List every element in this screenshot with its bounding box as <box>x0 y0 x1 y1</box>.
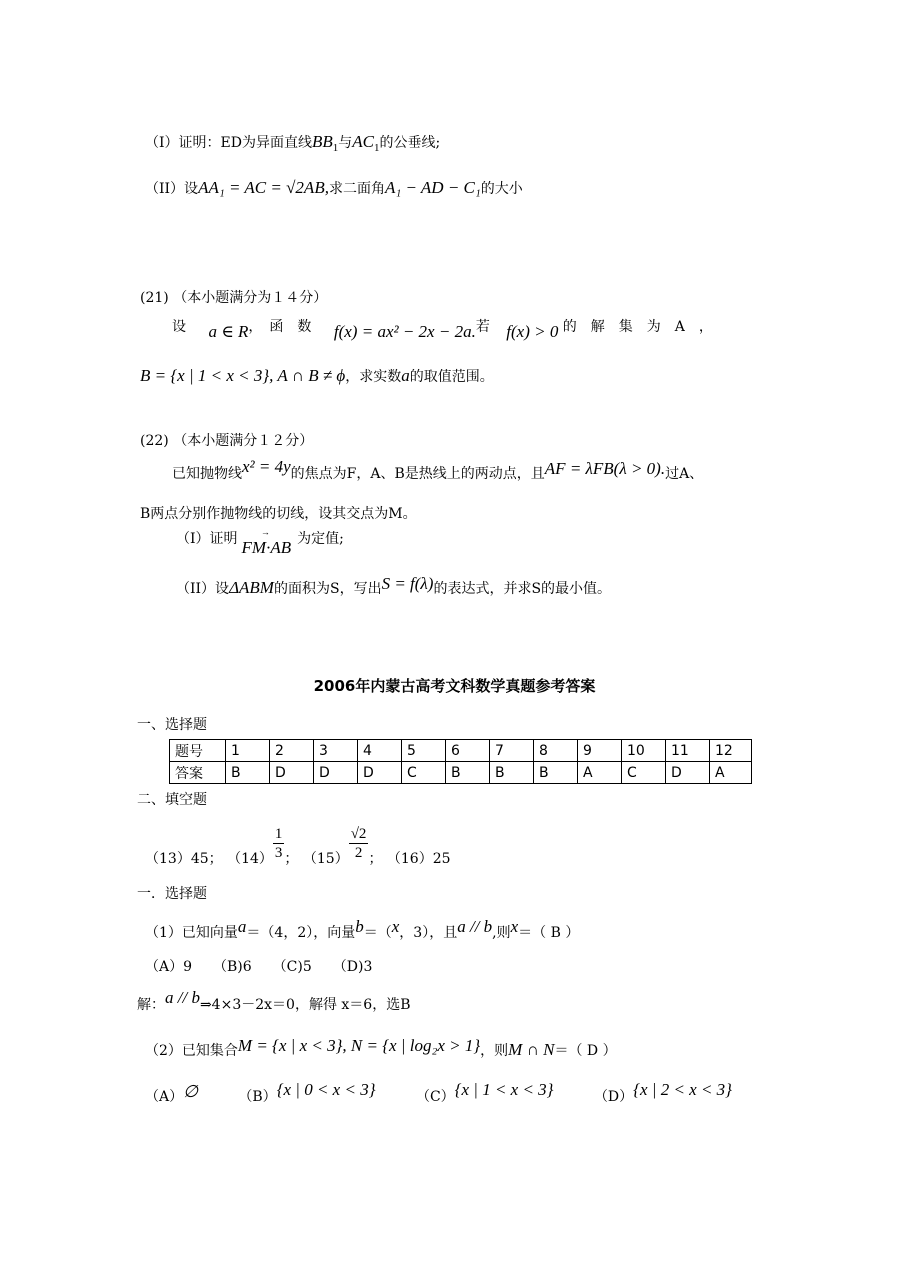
p2-opt-a-math: ∅ <box>183 1082 198 1101</box>
q21-math-a: a <box>401 366 410 385</box>
fill-15-sep: ； <box>368 850 383 867</box>
q22-math-parabola: x² = 4y <box>242 457 291 476</box>
p1-solution <box>137 988 411 1014</box>
q22-part1-math: → FM·AB <box>242 538 292 557</box>
p1-text-f: ＝（ B ） <box>518 925 580 941</box>
q20-part2-mid: 求二面角 <box>328 181 385 197</box>
table-cell: 11 <box>666 740 710 762</box>
p2-options <box>145 1080 732 1106</box>
table-cell: 6 <box>446 740 490 762</box>
table-cell: 12 <box>710 740 752 762</box>
q22-part1-label: （I）证明 <box>176 531 238 547</box>
table-head-number: 题号 <box>170 740 226 762</box>
q20-part1-mid: 与 <box>338 135 353 151</box>
answer-table <box>169 739 752 784</box>
q22-text-c: 过A、 <box>665 466 704 482</box>
table-cell: B <box>446 762 490 784</box>
p2-text-a: （2）已知集合 <box>145 1043 238 1059</box>
p1-question <box>145 917 580 942</box>
table-head-answer: 答案 <box>170 762 226 784</box>
table-cell: D <box>314 762 358 784</box>
table-cell: B <box>490 762 534 784</box>
table-cell: A <box>710 762 752 784</box>
q22-part2-math-triangle: ΔABM <box>229 578 274 597</box>
q21-text-d: 的 解 集 为 A ， <box>562 319 713 335</box>
answer-title: 2006年内蒙古高考文科数学真题参考答案 <box>313 677 596 695</box>
q21-math-ineq: f(x) > 0 <box>506 322 559 341</box>
q22-part2 <box>176 574 612 598</box>
q20-part2-label: （II）设 <box>145 181 199 197</box>
q21-text-a: 设 <box>172 319 186 335</box>
q22-line1 <box>172 457 704 483</box>
table-cell: 8 <box>534 740 578 762</box>
p2-math-intersection: M ∩ N <box>508 1040 555 1059</box>
table-cell: D <box>358 762 402 784</box>
q22-part2-text-b: 的面积为S，写出 <box>273 581 382 597</box>
p1-math-a: a <box>237 917 247 936</box>
p2-text-b: ，则 <box>480 1043 509 1059</box>
table-row-numbers <box>170 740 752 762</box>
table-cell: C <box>402 762 446 784</box>
section-fill: 二、填空题 <box>137 792 207 808</box>
q22-part2-label: （II）设 <box>176 581 230 597</box>
table-cell: 10 <box>622 740 666 762</box>
p1-math-parallel: a // b <box>457 917 493 936</box>
p2-question <box>145 1036 617 1060</box>
table-cell: D <box>666 762 710 784</box>
p2-math-sets: M = {x | x < 3}, N = {x | log₂x > 1} <box>237 1036 481 1055</box>
q21-text-c: 若 <box>475 319 490 335</box>
table-cell: B <box>534 762 578 784</box>
p1-text-c: ＝（ <box>363 925 392 941</box>
fill-13: （13）45； <box>145 850 223 867</box>
table-row-answers <box>170 762 752 784</box>
p2-opt-b: （B） <box>238 1089 277 1105</box>
fill-14-sep: ； <box>284 850 299 867</box>
q22-part2-math-s: S = f(λ) <box>381 574 434 593</box>
q20-part2-math2: A₁ − AD − C₁ <box>384 178 481 197</box>
table-cell: 2 <box>270 740 314 762</box>
p1-text-a: （1）已知向量 <box>145 925 238 941</box>
p2-opt-d: （D） <box>593 1089 634 1105</box>
table-cell: D <box>270 762 314 784</box>
p1-text-e: ,则 <box>492 925 511 941</box>
p1-options: （A）9 （B)6 （C)5 （D)3 <box>145 959 373 975</box>
q22-line2: B两点分别作抛物线的切线，设其交点为M。 <box>140 506 417 522</box>
p1-math-b: b <box>355 917 364 936</box>
p1-sol-label: 解： <box>137 997 165 1013</box>
fill-16: （16）25 <box>386 850 451 867</box>
q20-math-ac1: $AC_1$ <box>352 132 380 154</box>
q20-part2 <box>145 178 523 198</box>
q20-part1-label: （I）证明：ED为异面直线 <box>145 135 312 151</box>
q20-part1-end: 的公垂线; <box>379 135 441 151</box>
table-cell: 4 <box>358 740 402 762</box>
fill-14-fraction: $\frac{1}{3}$ <box>274 826 283 861</box>
q22-math-vector: AF = λFB(λ > 0). <box>544 459 666 478</box>
p2-opt-c-math: {x | 1 < x < 3} <box>454 1080 554 1099</box>
q21-math-fx: f(x) = ax² − 2x − 2a. <box>333 322 476 341</box>
q21-text-e: ，求实数 <box>345 369 402 385</box>
p1-math-x2: x <box>510 917 519 936</box>
section-choice-detail: 一．选择题 <box>137 886 207 902</box>
fill-answers <box>145 817 451 867</box>
p1-text-b: ＝（4，2），向量 <box>246 925 356 941</box>
q21-math-set-b: B = {x | 1 < x < 3}, A ∩ B ≠ ϕ <box>140 366 346 385</box>
table-cell: A <box>578 762 622 784</box>
p2-opt-b-math: {x | 0 < x < 3} <box>276 1080 376 1099</box>
p1-math-x: x <box>391 917 400 936</box>
q21-math-a-in-r: a ∈ R <box>208 322 249 341</box>
table-cell: 5 <box>402 740 446 762</box>
p2-opt-c: （C） <box>415 1089 455 1105</box>
p2-text-c: ＝（ D ） <box>554 1043 617 1059</box>
q20-math-bb1: $BB_1$ <box>311 132 339 154</box>
q22-part1 <box>176 528 344 557</box>
q20-part1 <box>145 132 440 155</box>
q20-part2-math: AA₁ = AC = √2AB, <box>198 178 329 197</box>
section-choice: 一、选择题 <box>137 717 207 733</box>
q22-part1-end: 为定值; <box>297 531 344 547</box>
q21-text-b: ， 函 数 <box>248 319 312 335</box>
table-cell: 3 <box>314 740 358 762</box>
table-cell: 1 <box>226 740 270 762</box>
table-cell: 7 <box>490 740 534 762</box>
table-cell: B <box>226 762 270 784</box>
table-cell: 9 <box>578 740 622 762</box>
p2-opt-a: （A） <box>145 1089 184 1105</box>
q21-text-tail: 的取值范围。 <box>409 369 494 385</box>
fill-14-label: （14） <box>227 850 273 867</box>
q21-line1 <box>172 316 713 341</box>
fill-15-fraction: $\frac{√2}{2}$ <box>350 826 367 861</box>
p2-opt-d-math: {x | 2 < x < 3} <box>633 1080 732 1099</box>
p1-sol-math: a // b <box>165 988 200 1007</box>
fill-15-label: （15） <box>302 850 349 867</box>
q20-part2-end: 的大小 <box>480 181 523 197</box>
q22-text-a: 已知抛物线 <box>172 466 242 482</box>
table-cell: C <box>622 762 666 784</box>
p1-text-d: ，3），且 <box>399 925 458 941</box>
q22-part2-text-c: 的表达式，并求S的最小值。 <box>433 581 612 597</box>
p1-sol-text: ⇒4×3－2x＝0，解得 x＝6，选B <box>199 997 411 1013</box>
q22-text-b: 的焦点为F，A、B是热线上的两动点，且 <box>290 466 545 482</box>
q22-header: (22) （本小题满分１２分） <box>140 433 314 449</box>
q21-line2 <box>140 366 494 386</box>
q21-header: (21) （本小题满分为１４分） <box>140 290 328 306</box>
